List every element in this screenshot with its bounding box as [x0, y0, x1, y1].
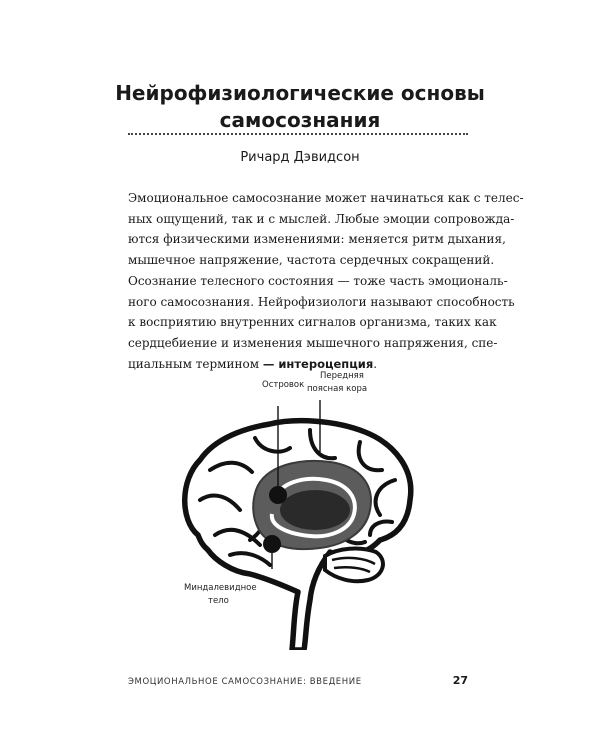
body-line: ного самосознания. Нейрофизиологи называют способность — [128, 294, 515, 309]
title-line-2: самосознания — [219, 108, 381, 132]
amygdala-marker — [263, 535, 281, 553]
title-line-1: Нейрофизиологические основы — [115, 81, 485, 105]
body-paragraph — [128, 188, 524, 374]
label-amygdala-line2: тело — [208, 596, 229, 606]
label-acc-line1: Передняя — [320, 371, 364, 381]
page-number: 27 — [452, 674, 468, 687]
author-name: Ричард Дэвидсон — [240, 150, 360, 165]
body-line: ных ощущений, так и с мыслей. Любые эмоции сопровожда- — [128, 211, 515, 226]
running-footer: ЭМОЦИОНАЛЬНОЕ САМОСОЗНАНИЕ: ВВЕДЕНИЕ — [128, 677, 362, 687]
body-line: к восприятию внутренних сигналов организма, таких как — [128, 315, 497, 330]
body-line: Осознание телесного состояния — тоже часть эмоциональ- — [128, 273, 508, 288]
body-line: ются физическими изменениями: меняется ритм дыхания, — [128, 232, 506, 247]
body-line: мышечное напряжение, частота сердечных сокращений. — [128, 253, 495, 268]
key-term: — интероцепция — [262, 356, 374, 371]
body-last-line-prefix: циальным термином — [128, 356, 263, 371]
body-line: сердцебиение и изменения мышечного напряжения, спе- — [128, 335, 498, 350]
insula-marker — [269, 486, 287, 504]
brain-diagram — [170, 360, 430, 650]
brain-core — [280, 490, 350, 530]
body-last-line-suffix: . — [373, 356, 378, 371]
label-amygdala-line1: Миндалевидное — [184, 583, 257, 593]
label-acc-line2: поясная кора — [307, 384, 368, 394]
body-line: Эмоциональное самосознание может начинаться как с телес- — [128, 191, 524, 205]
title-divider — [128, 133, 468, 135]
label-insula: Островок — [262, 380, 305, 390]
page-title — [60, 80, 540, 134]
